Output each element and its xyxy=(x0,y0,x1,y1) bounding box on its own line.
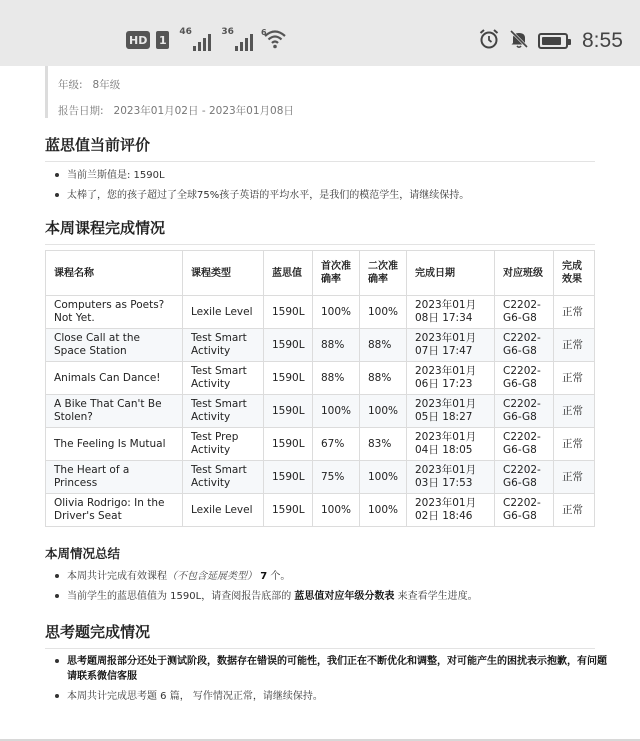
cell-lexile: 1590L xyxy=(264,395,313,428)
cell-result: 正常 xyxy=(554,296,595,329)
cell-course-type: Test Smart Activity xyxy=(183,329,264,362)
summary-lexile-item xyxy=(67,589,607,604)
cell-first-accuracy: 100% xyxy=(313,395,360,428)
cell-result: 正常 xyxy=(554,362,595,395)
cell-lexile: 1590L xyxy=(264,494,313,527)
cell-course-name: Olivia Rodrigo: In the Driver's Seat xyxy=(46,494,183,527)
signal-icon-2 xyxy=(221,29,253,51)
cell-course-type: Lexile Level xyxy=(183,296,264,329)
cell-second-accuracy: 100% xyxy=(360,461,407,494)
wifi-icon xyxy=(261,27,289,53)
cell-result: 正常 xyxy=(554,461,595,494)
cell-class: C2202-G6-G8 xyxy=(495,329,554,362)
mute-icon xyxy=(508,28,530,54)
cell-course-name: Close Call at the Space Station xyxy=(46,329,183,362)
report-page xyxy=(0,66,640,741)
cell-second-accuracy: 88% xyxy=(360,329,407,362)
report-date-label: 报告日期: xyxy=(58,105,104,117)
summary-item1-note: （不包含延展类型） xyxy=(167,571,257,582)
table-body xyxy=(46,296,595,527)
grade-line xyxy=(58,77,120,92)
table-row xyxy=(46,395,595,428)
cell-class: C2202-G6-G8 xyxy=(495,428,554,461)
cell-course-type: Test Smart Activity xyxy=(183,461,264,494)
hd-badge: HD xyxy=(126,31,150,49)
summary-course-count: 7 xyxy=(260,571,268,582)
thinking-count-item: 本周共计完成思考题 6 篇， 写作情况正常，请继续保持。 xyxy=(67,689,607,704)
meta-quote-bar xyxy=(45,66,48,118)
cell-completion-date: 2023年01月02日 18:46 xyxy=(407,494,495,527)
grade-value: 8年级 xyxy=(92,79,121,91)
cell-result: 正常 xyxy=(554,494,595,527)
wifi-label: 6 xyxy=(261,28,267,37)
header-col-course-type: 课程类型 xyxy=(183,251,264,296)
thinking-notice-item: 思考题周报部分还处于测试阶段，数据存在错误的可能性，我们正在不断优化和调整，对可能产生的困扰表示抱歉，有问题请联系微信客服 xyxy=(67,656,607,682)
signal-label-2: 36 xyxy=(221,27,234,37)
cell-course-type: Test Prep Activity xyxy=(183,428,264,461)
header-col-first-accuracy: 首次准确率 xyxy=(313,251,360,296)
sim-badge: 1 xyxy=(156,31,169,49)
cell-first-accuracy: 100% xyxy=(313,296,360,329)
cell-course-type: Test Smart Activity xyxy=(183,395,264,428)
cell-course-name: Computers as Poets? Not Yet. xyxy=(46,296,183,329)
cell-first-accuracy: 67% xyxy=(313,428,360,461)
report-date-line xyxy=(58,103,294,118)
cell-lexile: 1590L xyxy=(264,461,313,494)
header-col-result: 完成效果 xyxy=(554,251,595,296)
cell-completion-date: 2023年01月08日 17:34 xyxy=(407,296,495,329)
report-date-value: 2023年01月02日 - 2023年01月08日 xyxy=(113,105,294,117)
cell-course-name: Animals Can Dance! xyxy=(46,362,183,395)
cell-second-accuracy: 100% xyxy=(360,395,407,428)
cell-first-accuracy: 100% xyxy=(313,494,360,527)
lexile-current-item: 当前兰斯值是: 1590L xyxy=(67,168,607,183)
cell-second-accuracy: 88% xyxy=(360,362,407,395)
summary-list xyxy=(67,569,607,609)
cell-second-accuracy: 100% xyxy=(360,296,407,329)
cell-first-accuracy: 88% xyxy=(313,329,360,362)
cell-class: C2202-G6-G8 xyxy=(495,461,554,494)
cell-class: C2202-G6-G8 xyxy=(495,296,554,329)
lexile-list xyxy=(67,168,607,208)
table-row xyxy=(46,329,595,362)
summary-item1-prefix: 本周共计完成有效课程 xyxy=(67,571,167,582)
table-header-row xyxy=(46,251,595,296)
table-row xyxy=(46,296,595,329)
header-col-lexile: 蓝思值 xyxy=(264,251,313,296)
cell-course-name: A Bike That Can't Be Stolen? xyxy=(46,395,183,428)
cell-completion-date: 2023年01月06日 17:23 xyxy=(407,362,495,395)
lexile-grade-table-link[interactable]: 蓝思值对应年级分数表 xyxy=(294,591,395,602)
summary-item2-suffix: 来查看学生进度。 xyxy=(397,591,478,602)
summary-item2-prefix: 当前学生的蓝思值值为 1590L，请查阅报告底部的 xyxy=(67,591,292,602)
cell-second-accuracy: 100% xyxy=(360,494,407,527)
cell-completion-date: 2023年01月05日 18:27 xyxy=(407,395,495,428)
cell-course-name: The Feeling Is Mutual xyxy=(46,428,183,461)
header-col-course-name: 课程名称 xyxy=(46,251,183,296)
header-col-second-accuracy: 二次准确率 xyxy=(360,251,407,296)
cell-course-type: Test Smart Activity xyxy=(183,362,264,395)
summary-section-title: 本周情况总结 xyxy=(45,546,121,561)
cell-completion-date: 2023年01月04日 18:05 xyxy=(407,428,495,461)
table-row xyxy=(46,428,595,461)
table-row xyxy=(46,494,595,527)
cell-first-accuracy: 88% xyxy=(313,362,360,395)
signal-icon-1 xyxy=(179,29,211,51)
cell-course-name: The Heart of a Princess xyxy=(46,461,183,494)
status-right-group xyxy=(478,28,623,54)
cell-class: C2202-G6-G8 xyxy=(495,362,554,395)
courses-section-title: 本周课程完成情况 xyxy=(45,217,595,245)
cell-lexile: 1590L xyxy=(264,362,313,395)
cell-completion-date: 2023年01月07日 17:47 xyxy=(407,329,495,362)
table-row xyxy=(46,362,595,395)
cell-completion-date: 2023年01月03日 17:53 xyxy=(407,461,495,494)
cell-lexile: 1590L xyxy=(264,329,313,362)
status-left-group xyxy=(126,28,289,52)
cell-course-type: Lexile Level xyxy=(183,494,264,527)
cell-result: 正常 xyxy=(554,395,595,428)
lexile-section-title: 蓝思值当前评价 xyxy=(45,134,595,162)
cell-class: C2202-G6-G8 xyxy=(495,494,554,527)
lexile-evaluation-item: 太棒了，您的孩子超过了全球75%孩子英语的平均水平，是我们的模范学生，请继续保持。 xyxy=(67,188,607,203)
cell-first-accuracy: 75% xyxy=(313,461,360,494)
thinking-list xyxy=(67,654,607,709)
status-bar xyxy=(0,0,640,66)
cell-lexile: 1590L xyxy=(264,428,313,461)
cell-lexile: 1590L xyxy=(264,296,313,329)
cell-class: C2202-G6-G8 xyxy=(495,395,554,428)
header-col-class: 对应班级 xyxy=(495,251,554,296)
header-col-completion-date: 完成日期 xyxy=(407,251,495,296)
clock-time: 8:55 xyxy=(582,29,623,52)
thinking-section-title: 思考题完成情况 xyxy=(45,621,595,649)
signal-label-1: 46 xyxy=(179,27,192,37)
battery-fill xyxy=(542,37,561,45)
cell-result: 正常 xyxy=(554,428,595,461)
courses-table xyxy=(45,250,595,527)
summary-item1-suffix: 个。 xyxy=(270,571,291,582)
alarm-icon xyxy=(478,28,500,54)
grade-label: 年级: xyxy=(58,79,83,91)
cell-second-accuracy: 83% xyxy=(360,428,407,461)
cell-result: 正常 xyxy=(554,329,595,362)
summary-course-count-item xyxy=(67,569,607,584)
table-row xyxy=(46,461,595,494)
battery-icon xyxy=(538,33,568,49)
